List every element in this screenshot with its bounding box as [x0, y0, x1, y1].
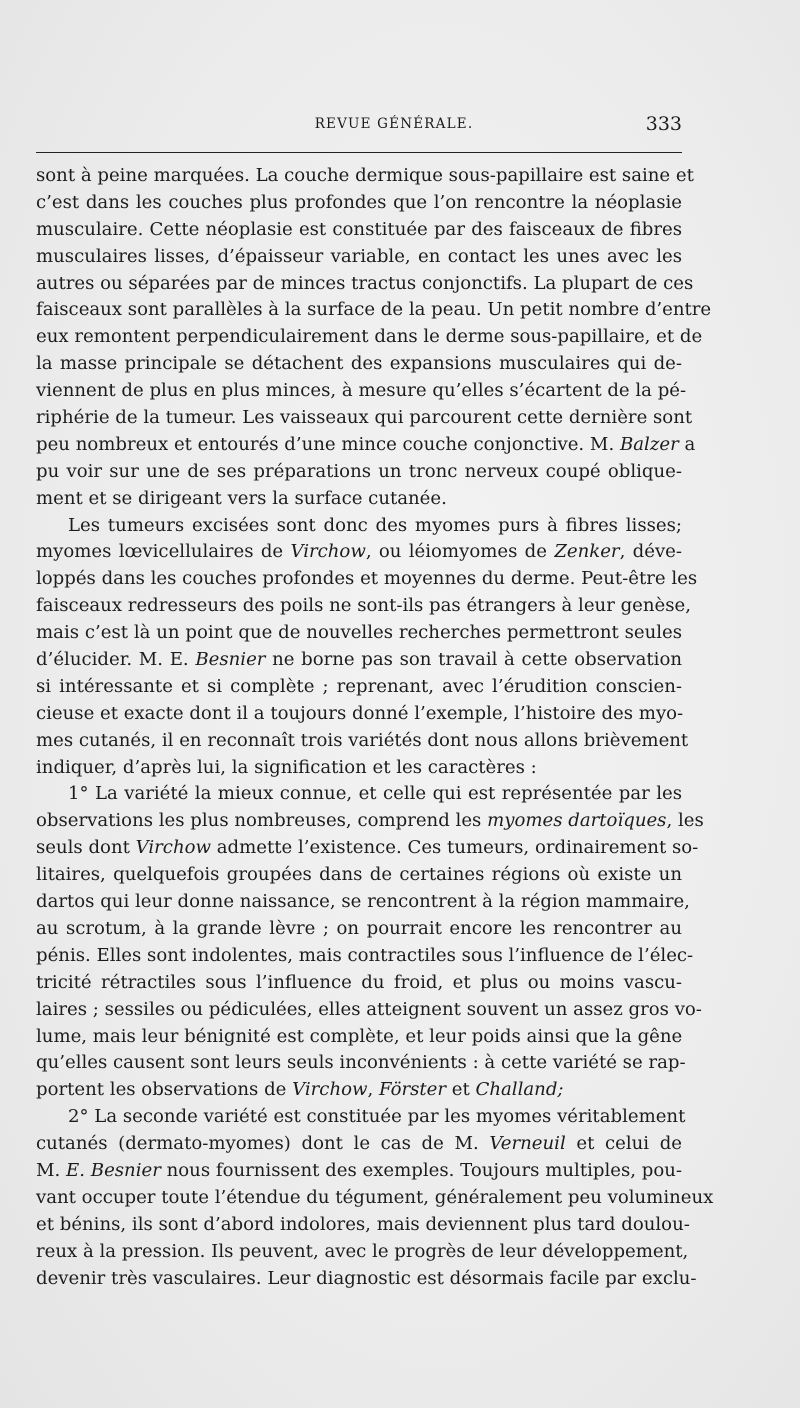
text-run: ne borne pas son travail à cette observation — [265, 649, 682, 671]
italic-name: Balzer — [619, 433, 679, 455]
text-run: , ou léiomyomes de — [365, 541, 555, 563]
text-line — [36, 1024, 682, 1051]
text-line — [36, 163, 694, 190]
italic-name: Challand; — [475, 1079, 564, 1101]
text-run: , déve- — [619, 541, 682, 563]
text-line — [36, 432, 696, 459]
text-line — [36, 593, 691, 620]
italic-name: Zenker — [554, 541, 620, 563]
text-run: la masse principale se détachent des expansions musculaires qui de- — [36, 353, 682, 375]
text-run: ment et se dirigeant vers la surface cutanée. — [36, 487, 447, 509]
text-line — [36, 916, 682, 943]
text-line — [36, 1131, 682, 1158]
text-run: sont à peine marquées. La couche dermique sous-papillaire est saine et — [36, 165, 694, 186]
italic-name: Förster — [379, 1079, 447, 1101]
text-run: cutanés (dermato-myomes) dont le cas de M. — [36, 1133, 490, 1155]
text-run: riphérie de la tumeur. Les vaisseaux qui parcourent cette dernière sont — [36, 407, 693, 429]
text-run: c’est dans les couches plus profondes que l’on rencontre la néoplasie — [36, 191, 682, 213]
text-run: d’élucider. M. E. — [36, 649, 196, 671]
text-run: seuls dont — [36, 837, 136, 859]
text-run: faisceaux sont parallèles à la surface de la peau. Un petit nombre d’entre — [36, 299, 712, 321]
text-run: reux à la pression. Ils peuvent, avec le progrès de leur développement, — [36, 1240, 689, 1262]
text-run: pénis. Elles sont indolentes, mais contractiles sous l’influence de l’élec- — [36, 944, 694, 966]
text-line — [36, 728, 689, 755]
text-run: mes cutanés, il en reconnaît trois variétés dont nous allons brièvement — [36, 729, 689, 751]
text-run: et — [446, 1079, 476, 1101]
text-run: lume, mais leur bénignité est complète, et leur poids ainsi que la gêne — [36, 1025, 683, 1047]
text-run: peu nombreux et entourés d’une mince couche conjonctive. M. — [36, 433, 620, 455]
text-line — [36, 539, 682, 566]
text-run: si intéressante et si complète ; reprenant, avec l’érudition conscien- — [36, 675, 682, 697]
body-text — [36, 163, 714, 1292]
text-line — [36, 566, 698, 593]
text-line — [36, 217, 682, 244]
text-line — [36, 459, 682, 486]
italic-name: Virchow — [290, 541, 366, 563]
text-run: devenir très vasculaires. Leur diagnostic est désormais facile par exclu- — [36, 1267, 697, 1289]
italic-name: Verneuil — [489, 1133, 566, 1155]
text-line — [36, 1239, 689, 1266]
text-line — [36, 1104, 686, 1131]
running-title: REVUE GÉNÉRALE. — [314, 116, 474, 132]
text-run: musculaire. Cette néoplasie est constituée par des faisceaux de fibres — [36, 218, 682, 240]
text-line — [36, 674, 682, 701]
text-line — [36, 701, 682, 728]
text-line — [36, 1050, 686, 1077]
text-run: , — [367, 1079, 379, 1101]
text-line — [36, 1266, 697, 1293]
text-run: mais c’est là un point que de nouvelles recherches permettront seules — [36, 622, 682, 644]
text-line — [36, 1185, 714, 1212]
text-run: portent les observations de — [36, 1079, 293, 1101]
text-line — [36, 486, 682, 513]
text-run: observations les plus nombreuses, comprend les — [36, 810, 488, 832]
running-head — [36, 113, 682, 139]
text-line — [36, 835, 699, 862]
text-line — [36, 1212, 690, 1239]
text-run: musculaires lisses, d’épaisseur variable, en contact les unes avec les — [36, 245, 682, 267]
text-line — [36, 970, 682, 997]
text-line — [36, 943, 694, 970]
header-rule — [36, 152, 682, 153]
text-run: vant occuper toute l’étendue du tégument, généralement peu volumineux — [36, 1186, 714, 1208]
text-run: myomes lœvicellulaires de — [36, 541, 291, 563]
text-run: 1° La variété la mieux connue, et celle qui est représentée par les — [68, 783, 682, 805]
text-run: dartos qui leur donne naissance, se rencontrent à la région mammaire, — [36, 891, 690, 913]
text-run: viennent de plus en plus minces, à mesure qu’elles s’écartent de la pé- — [36, 380, 687, 402]
text-run: cieuse et exacte dont il a toujours donné l’exemple, l’histoire des myo- — [36, 702, 684, 724]
italic-name: E. Besnier — [66, 1159, 161, 1181]
text-run: Les tumeurs excisées sont donc des myomes purs à fibres lisses; — [68, 514, 682, 536]
text-run: 2° La seconde variété est constituée par les myomes véritablement — [68, 1106, 686, 1128]
text-line — [36, 862, 682, 889]
text-line — [36, 405, 693, 432]
text-line — [36, 781, 682, 808]
text-run: et bénins, ils sont d’abord indolores, mais deviennent plus tard doulou- — [36, 1213, 690, 1235]
text-run: pu voir sur une de ses préparations un tronc nerveux coupé oblique- — [36, 460, 682, 482]
text-run: qu’elles causent sont leurs seuls inconvénients : à cette variété se rap- — [36, 1052, 686, 1074]
text-run: loppés dans les couches profondes et moyennes du derme. Peut-être les — [36, 568, 698, 590]
text-run: laires ; sessiles ou pédiculées, elles atteignent souvent un assez gros vo- — [36, 998, 702, 1020]
text-line — [36, 271, 694, 298]
text-line — [36, 647, 682, 674]
text-run: M. — [36, 1159, 67, 1181]
text-line — [36, 297, 712, 324]
text-line — [36, 1158, 682, 1185]
text-run: au scrotum, à la grande lèvre ; on pourrait encore les rencontrer au — [36, 917, 682, 939]
italic-name: Besnier — [195, 649, 266, 671]
text-run: litaires, quelquefois groupées dans de certaines régions où existe un — [36, 864, 682, 886]
text-line — [36, 755, 682, 782]
text-run: et celui de — [565, 1133, 683, 1155]
italic-name: Virchow — [292, 1079, 368, 1101]
text-line — [36, 997, 702, 1024]
text-line — [36, 324, 703, 351]
italic-name: Virchow — [135, 837, 211, 859]
text-line — [36, 808, 704, 835]
text-run: autres ou séparées par de minces tractus conjonctifs. La plupart de ces — [36, 272, 694, 294]
text-line — [36, 513, 682, 540]
text-run: , les — [666, 810, 704, 832]
text-run: nous fournissent des exemples. Toujours multiples, pou- — [160, 1159, 682, 1181]
text-run: a — [678, 433, 696, 455]
text-line — [36, 378, 687, 405]
text-line — [36, 1077, 682, 1104]
text-line — [36, 190, 682, 217]
text-run: eux remontent perpendiculairement dans le derme sous-papillaire, et de — [36, 326, 703, 348]
text-run: tricité rétractiles sous l’influence du froid, et plus ou moins vascu- — [36, 971, 682, 993]
text-run: faisceaux redresseurs des poils ne sont-ils pas étrangers à leur genèse, — [36, 595, 691, 617]
text-run: admette l’existence. Ces tumeurs, ordinairement so- — [210, 837, 699, 859]
italic-name: myomes dartoïques — [487, 810, 667, 832]
text-line — [36, 244, 682, 271]
text-line — [36, 620, 682, 647]
text-run: indiquer, d’après lui, la signification et les caractères : — [36, 756, 537, 778]
text-line — [36, 351, 682, 378]
page-number: 333 — [645, 113, 682, 135]
text-line — [36, 889, 690, 916]
